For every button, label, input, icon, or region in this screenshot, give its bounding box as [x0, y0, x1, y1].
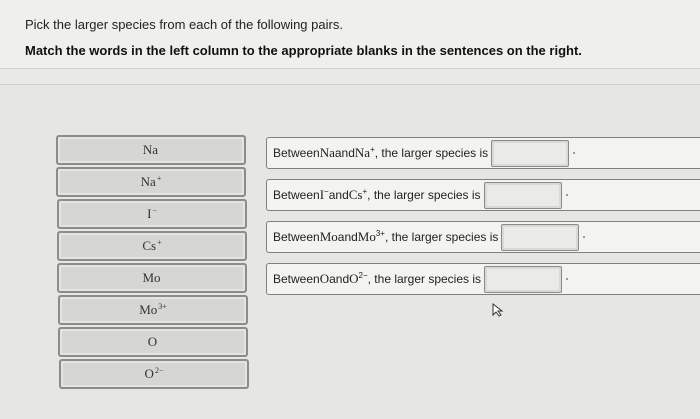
- blank-marker: [573, 152, 575, 154]
- blank-marker: [583, 236, 585, 238]
- word-charge: +: [157, 237, 162, 247]
- word-base: Mo: [139, 302, 158, 317]
- question-header: [0, 0, 700, 69]
- species-b-charge: 2−: [358, 270, 368, 280]
- sentence-mid: and: [329, 272, 350, 286]
- sentence-post: , the larger species is: [384, 230, 499, 244]
- word-base: Na: [142, 142, 159, 157]
- answer-blank-3[interactable]: [501, 224, 579, 251]
- answer-blank-2[interactable]: [484, 182, 562, 209]
- word-charge: +: [156, 173, 162, 183]
- species-b-charge: 3+: [375, 228, 385, 238]
- word-base: O: [147, 334, 158, 349]
- species-a: Mo: [319, 229, 338, 244]
- word-base: O: [144, 366, 154, 381]
- word-tile-na-plus[interactable]: [56, 167, 246, 197]
- species-b-charge: +: [362, 186, 368, 196]
- mouse-cursor-icon: [491, 303, 507, 317]
- word-tile-o[interactable]: [58, 327, 248, 357]
- match-instruction: Match the words in the left column to the appropriate blanks in the sentences on the right.: [25, 43, 582, 58]
- matching-panel: [0, 84, 700, 419]
- sentence-mid: and: [337, 230, 358, 244]
- sentence-mid: and: [334, 146, 355, 160]
- word-charge: 2−: [154, 365, 164, 375]
- species-b-charge: +: [370, 144, 375, 154]
- word-tile-mo[interactable]: [57, 263, 247, 293]
- word-base: Na: [140, 174, 156, 189]
- word-tile-mo-3plus[interactable]: [58, 295, 248, 325]
- sentence-post: , the larger species is: [367, 188, 481, 202]
- sentence-mid: and: [328, 188, 349, 202]
- word-charge: −: [152, 205, 157, 215]
- species-b: Mo: [357, 229, 376, 244]
- sentence-post: , the larger species is: [367, 272, 482, 286]
- sentence-2: [266, 179, 700, 211]
- word-tile-i-minus[interactable]: [57, 199, 247, 229]
- word-tile-cs-plus[interactable]: [57, 231, 247, 261]
- sentence-pre: Between: [273, 272, 320, 286]
- species-b: Na: [354, 145, 371, 160]
- blank-marker: [566, 278, 568, 280]
- answer-blank-4[interactable]: [484, 266, 562, 293]
- answer-blank-1[interactable]: [491, 140, 569, 167]
- sentence-3: [266, 221, 700, 253]
- sentence-pre: Between: [273, 146, 320, 160]
- species-a: O: [319, 271, 330, 286]
- blank-marker: [566, 194, 568, 196]
- species-a: Na: [319, 145, 335, 160]
- sentence-pre: Between: [273, 188, 320, 202]
- word-tile-o-2minus[interactable]: [59, 359, 249, 389]
- word-tile-na[interactable]: [56, 135, 246, 165]
- word-base: I: [147, 206, 152, 221]
- species-a: I: [319, 187, 325, 202]
- species-b: Cs: [348, 187, 363, 202]
- species-a-charge: −: [324, 186, 329, 196]
- word-charge: 3+: [158, 301, 167, 311]
- word-base: Mo: [142, 270, 161, 285]
- sentence-1: [266, 137, 700, 169]
- species-b: O: [349, 271, 359, 286]
- word-base: Cs: [142, 238, 157, 253]
- sentence-pre: Between: [273, 230, 320, 244]
- sentence-post: , the larger species is: [374, 146, 489, 160]
- sentence-4: [266, 263, 700, 295]
- instruction-text: Pick the larger species from each of the following pairs.: [25, 17, 343, 32]
